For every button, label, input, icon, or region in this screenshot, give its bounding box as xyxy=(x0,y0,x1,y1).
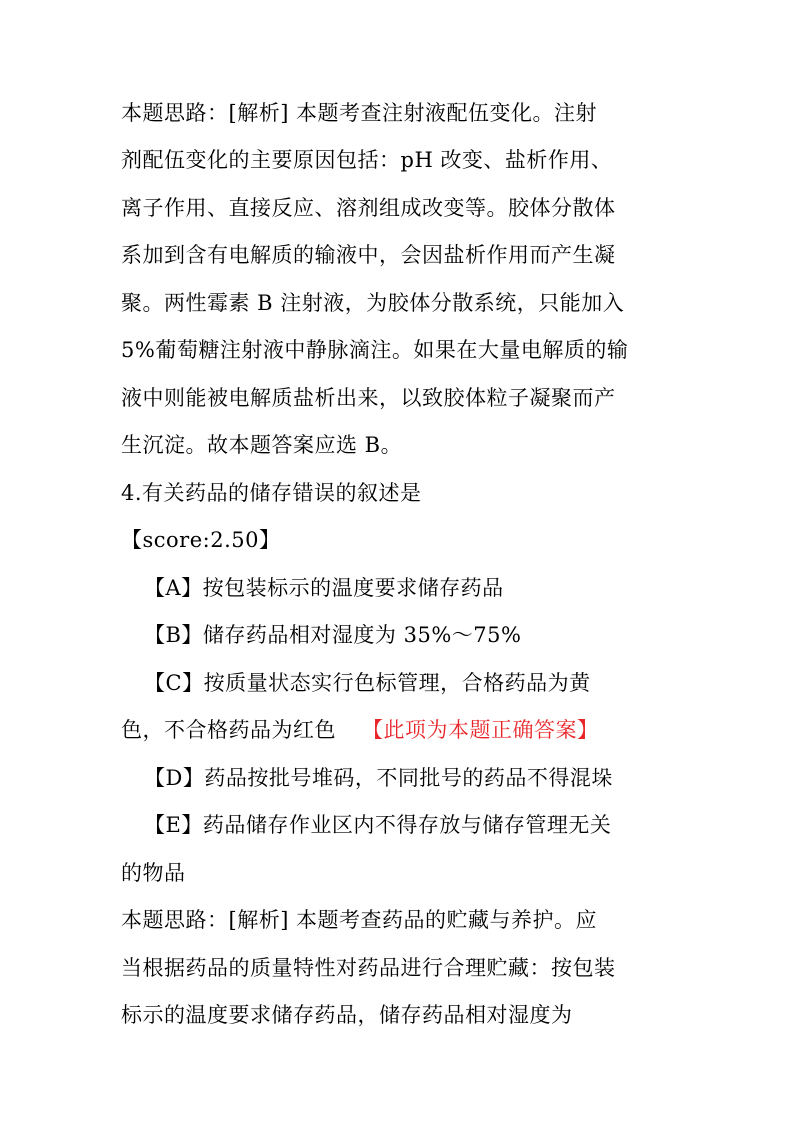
analysis-line: 标示的温度要求储存药品，储存药品相对湿度为 xyxy=(121,1003,573,1027)
analysis-line: 当根据药品的质量特性对药品进行合理贮藏：按包装 xyxy=(121,956,616,980)
option-e: 【E】药品储存作业区内不得存放与储存管理无关 xyxy=(144,813,612,837)
option-b: 【B】储存药品相对湿度为 35%～75% xyxy=(144,623,522,647)
option-c-text: 色，不合格药品为红色 xyxy=(121,718,336,742)
question-stem: 4.有关药品的储存错误的叙述是 xyxy=(121,481,422,505)
analysis-line: 系加到含有电解质的输液中，会因盐析作用而产生凝 xyxy=(121,243,616,267)
option-e-continued: 的物品 xyxy=(121,861,186,885)
option-d: 【D】药品按批号堆码，不同批号的药品不得混垛 xyxy=(144,766,613,790)
analysis-line: 生沉淀。故本题答案应选 B。 xyxy=(121,433,403,457)
option-a: 【A】按包装标示的温度要求储存药品 xyxy=(144,576,504,600)
analysis-line: 液中则能被电解质盐析出来，以致胶体粒子凝聚而产 xyxy=(121,386,616,410)
question-score: 【score:2.50】 xyxy=(121,528,281,552)
analysis-line: 本题思路：[解析] 本题考查注射液配伍变化。注射 xyxy=(121,101,598,125)
analysis-line: 5%葡萄糖注射液中静脉滴注。如果在大量电解质的输 xyxy=(121,338,629,362)
option-c: 【C】按质量状态实行色标管理，合格药品为黄 xyxy=(144,671,591,695)
analysis-line: 剂配伍变化的主要原因包括：pH 改变、盐析作用、 xyxy=(121,148,613,172)
correct-answer-marker: 【此项为本题正确答案】 xyxy=(362,718,599,742)
analysis-line: 本题思路：[解析] 本题考查药品的贮藏与养护。应 xyxy=(121,908,598,932)
analysis-line: 聚。两性霉素 B 注射液，为胶体分散系统，只能加入 xyxy=(121,291,625,315)
analysis-line: 离子作用、直接反应、溶剂组成改变等。胶体分散体 xyxy=(121,196,616,220)
option-c-continued xyxy=(121,717,599,743)
